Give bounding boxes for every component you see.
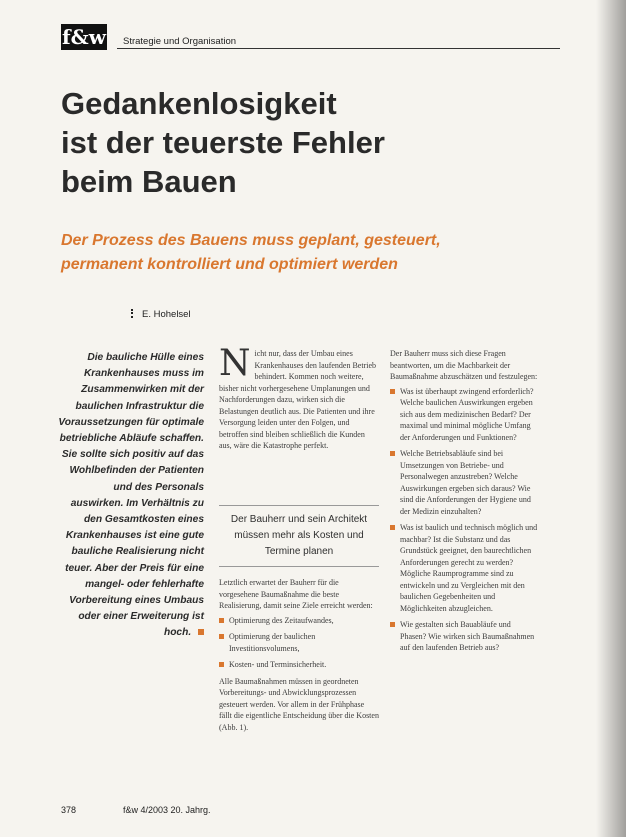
teaser-text — [58, 350, 204, 642]
publication-logo: f&w — [62, 25, 106, 49]
page-edge-shadow — [596, 0, 626, 837]
article-title — [61, 84, 561, 201]
article-subtitle — [61, 229, 561, 277]
teaser-body: Die bauliche Hülle eines Krankenhauses muss im Zusammenwirken mit der baulichen Infrastruktur die Voraussetzungen für optimale betriebliche Abläufe schaffen. Sie sollte sich positiv auf das Wohlbefinden der Patienten und des Personals auswirken. Im Verhältnis zu den Gesamtkosten eines Krankenhauses ist eine gute bauliche Realisierung nicht teuer. Aber der Preis für eine mangel- oder fehlerhafte Vorbereitung eines Umbaus oder einer Erweiterung ist hoch. — [58, 352, 204, 639]
column-3-bullet-4: Wie gestalten sich Bauabläufe und Phasen? Wie wirken sich Baumaßnahmen auf den laufenden Betrieb aus? — [390, 619, 538, 654]
column-3-bullet-1: Was ist überhaupt zwingend erforderlich? Welche baulichen Auswirkungen ergeben sich aus dem medizinischen Bedarf? Der maximal und minimal mögliche Umfang der Anforderungen und Funktionen? — [390, 386, 538, 444]
teaser-end-square — [198, 629, 204, 635]
column-2-lower — [219, 577, 379, 736]
column-3-text-1: Der Bauherr muss sich diese Fragen beantworten, um die Machbarkeit der Baumaßnahme abzuschätzen und festzulegen: — [390, 349, 538, 381]
column-2-text-3: Alle Baumaßnahmen müssen in geordneten Vorbereitungs- und Abwicklungsprozessen gesteuert werden. Vor allem in der Frühphase fällt die eigentliche Entscheidung über die Kosten (Abb. 1). — [219, 676, 379, 732]
author-name: E. Hohelsel — [142, 309, 191, 320]
dropcap-letter: N — [219, 343, 251, 384]
column-3 — [390, 348, 538, 659]
column-2 — [219, 343, 379, 455]
column-2-text-2: Letztlich erwartet der Bauherr für die vorgesehene Baumaßnahme die beste Realisierung, damit seine Ziele erreicht werden: — [219, 578, 373, 610]
journal-reference: f&w 4/2003 20. Jahrg. — [123, 805, 211, 815]
header-rule — [117, 48, 560, 49]
subtitle-line-2: permanent kontrolliert und optimiert werden — [61, 256, 398, 273]
column-2-intro — [219, 343, 379, 452]
page-number: 378 — [61, 805, 77, 815]
column-2-bullet-2: Optimierung der baulichen Investitionsvolumens, — [219, 631, 379, 654]
section-label: Strategie und Organisation — [123, 36, 237, 47]
author-marker — [131, 309, 138, 318]
column-2-bullet-1: Optimierung des Zeitaufwandes, — [219, 615, 379, 627]
title-line-1: Gedankenlosigkeit — [61, 86, 337, 121]
column-3-bullet-3: Was ist baulich und technisch möglich und machbar? Ist die Substanz und das Grundstück geeignet, den baurechtlichen Anforderungen gerecht zu werden? Mögliche Raumprogramme sind zu entwickeln und zu Vergleichen mit den baulichen Gegebenheiten und Möglichkeiten abzugleichen. — [390, 522, 538, 614]
title-line-3: beim Bauen — [61, 164, 237, 199]
title-line-2: ist der teuerste Fehler — [61, 125, 385, 160]
pull-quote: Der Bauherr und sein Architekt müssen mehr als Kosten und Termine planen — [219, 505, 379, 567]
column-3-bullet-2: Welche Betriebsabläufe sind bei Umsetzungen von Betriebe- und Personalwegen anzustreben? Welche Auswirkungen ergeben sich daraus? Wie sind die Anforderungen der Hygiene und der Medizin einzuhalten? — [390, 448, 538, 517]
subtitle-line-1: Der Prozess des Bauens muss geplant, gesteuert, — [61, 232, 441, 249]
column-2-bullet-3: Kosten- und Terminsicherheit. — [219, 659, 379, 671]
column-2-text-1: icht nur, dass der Umbau eines Krankenhauses den laufenden Betrieb behindert. Kommen noch weitere, bisher nicht vorhergesehene Umplanungen und Nachforderungen dazu, wirken sich die Belastungen deutlich aus. Die Patienten und ihre Versorgung leiden unter den Folgen, und betroffen sind bleiben schließlich die Kunden aus, wäre die Katastrophe perfekt. — [219, 349, 377, 450]
